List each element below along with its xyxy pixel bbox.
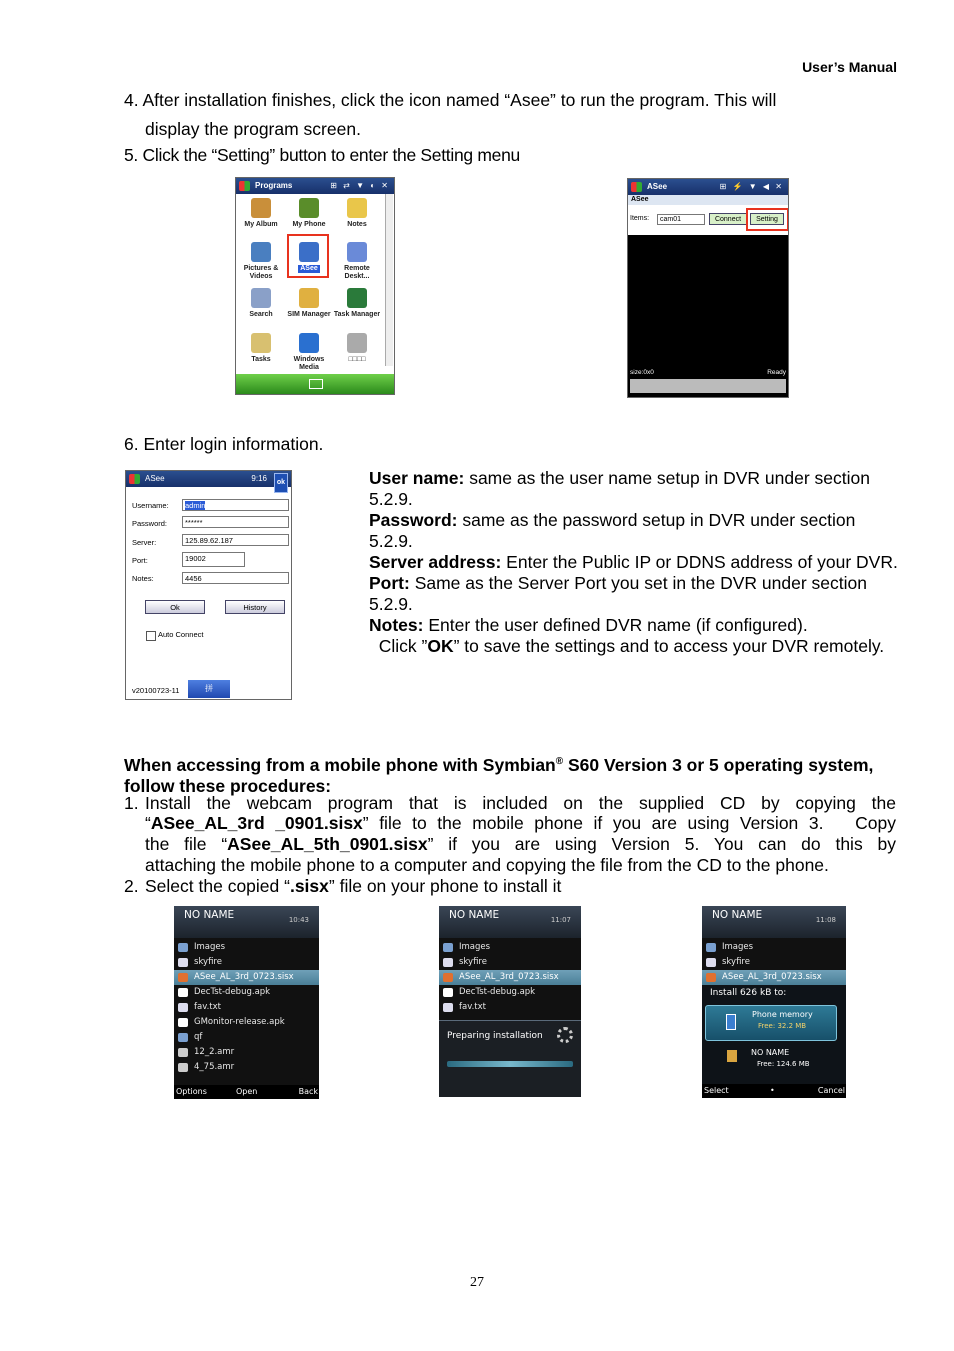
program-icon xyxy=(347,198,367,218)
version-text: v20100723-11 xyxy=(132,686,180,695)
phone2-clock: 11:07 xyxy=(550,916,571,924)
file-icon xyxy=(443,973,453,982)
program-icon xyxy=(251,333,271,353)
history-button[interactable]: History xyxy=(225,600,285,614)
file-list-item[interactable] xyxy=(174,1030,319,1045)
program-icon xyxy=(299,288,319,308)
program-item[interactable] xyxy=(237,242,285,281)
user-name-term: User name: xyxy=(369,468,465,488)
memory-card-icon xyxy=(727,1050,737,1062)
program-icon xyxy=(251,198,271,218)
program-item[interactable] xyxy=(285,288,333,319)
phone-screenshot-1 xyxy=(174,906,319,1099)
back-softkey[interactable]: Back xyxy=(298,1087,318,1096)
program-item[interactable] xyxy=(333,198,381,229)
phone-memory-free: Free: 32.2 MB xyxy=(758,1022,807,1030)
program-label: Remote Deskt... xyxy=(344,265,370,280)
s2-ext: .sisx xyxy=(289,876,329,896)
install-title: Install 626 kB to: xyxy=(710,988,787,998)
symbian-step-1-line-a: Install the webcam program that is included on the supplied CD by copying the xyxy=(145,793,896,813)
phone2-title: NO NAME xyxy=(449,909,500,921)
install-dialog xyxy=(702,982,846,1085)
file-list-item[interactable] xyxy=(174,1000,319,1015)
scrollbar[interactable] xyxy=(385,194,393,366)
program-icon xyxy=(251,242,271,262)
password-text: same as the password setup in DVR under section 5.2.9. xyxy=(369,510,856,551)
program-icon xyxy=(299,333,319,353)
server-field[interactable]: 125.89.62.187 xyxy=(182,534,289,546)
server-desc xyxy=(369,552,899,573)
file-icon xyxy=(706,973,716,982)
file-list-item[interactable] xyxy=(174,970,319,985)
items-select[interactable]: cam01 xyxy=(657,214,705,225)
step-6: 6. Enter login information. xyxy=(124,434,324,454)
symbian-step-1-line-d: attaching the mobile phone to a computer and copying the file from the CD to the phone. xyxy=(145,855,829,875)
port-field[interactable]: 19002 xyxy=(182,552,245,567)
notes-text: Enter the user defined DVR name (if configured). xyxy=(423,615,808,635)
size-text: size:0x0 xyxy=(630,369,654,376)
notes-label: Notes: xyxy=(132,574,154,583)
port-term: Port: xyxy=(369,573,410,593)
connect-button[interactable]: Connect xyxy=(709,213,747,225)
phone1-softkeys xyxy=(174,1085,319,1099)
file-name: fav.txt xyxy=(459,1002,486,1012)
phone3-top-bar xyxy=(702,906,846,938)
preparing-dialog xyxy=(439,1020,581,1097)
program-label: Task Manager xyxy=(333,311,381,318)
phone-memory-option[interactable] xyxy=(705,1005,837,1041)
file-name: ASee_AL_3rd_0723.sisx xyxy=(194,972,294,982)
program-item[interactable] xyxy=(237,333,285,364)
keyboard-icon[interactable] xyxy=(309,379,323,389)
windows-flag-icon xyxy=(631,182,642,192)
file-list-item[interactable] xyxy=(702,955,846,970)
login-screenshot xyxy=(125,470,292,700)
file-name: DecTst-debug.apk xyxy=(459,987,536,997)
phone-memory-name: Phone memory xyxy=(752,1010,813,1019)
ime-button[interactable]: 拼 xyxy=(188,680,230,698)
program-item[interactable] xyxy=(285,198,333,229)
program-label: ASee xyxy=(300,265,318,272)
asee-subtitle: ASee xyxy=(628,195,788,205)
programs-title: Programs xyxy=(255,181,293,190)
user-name-desc xyxy=(369,468,899,510)
click-ok-desc xyxy=(369,636,899,657)
options-softkey[interactable]: Options xyxy=(176,1087,207,1096)
program-item[interactable] xyxy=(333,288,381,319)
file-icon xyxy=(178,943,188,952)
file-icon xyxy=(178,973,188,982)
file-list-item[interactable] xyxy=(439,940,581,955)
file-name: skyfire xyxy=(194,957,222,967)
program-icon xyxy=(347,242,367,262)
symbian-heading xyxy=(124,751,899,797)
manual-title: User’s Manual xyxy=(802,59,897,75)
notes-term: Notes: xyxy=(369,615,424,635)
phone-screenshot-2 xyxy=(439,906,581,1097)
program-label: SIM Manager xyxy=(287,311,331,318)
program-label: Search xyxy=(249,311,273,318)
file-icon xyxy=(443,1003,453,1012)
windows-flag-icon xyxy=(129,474,140,484)
file-icon xyxy=(706,958,716,967)
phone1-top-bar xyxy=(174,906,319,938)
port-text: Same as the Server Port you set in the DVR under section 5.2.9. xyxy=(369,573,867,614)
phone1-title: NO NAME xyxy=(184,909,235,921)
file-name: fav.txt xyxy=(194,1002,221,1012)
phone2-top-bar xyxy=(439,906,581,938)
phone3-softkeys xyxy=(702,1084,846,1098)
password-term: Password: xyxy=(369,510,458,530)
file-list-item[interactable] xyxy=(174,955,319,970)
setting-highlight-box xyxy=(746,208,789,231)
s2-post: ” file on your phone to install it xyxy=(328,876,562,896)
file-icon xyxy=(178,958,188,967)
program-icon xyxy=(347,333,367,353)
open-softkey[interactable]: Open xyxy=(236,1087,258,1096)
program-label: Notes xyxy=(347,221,367,228)
symbian-heading-part1: When accessing from a mobile phone with Symbian xyxy=(124,754,556,775)
login-time: 9:16 xyxy=(251,474,267,483)
program-item[interactable] xyxy=(285,333,333,372)
password-desc xyxy=(369,510,899,552)
s1b-pre: “ xyxy=(145,813,151,833)
windows-flag-icon xyxy=(239,181,250,191)
user-name-text: same as the user name setup in DVR under section 5.2.9. xyxy=(369,468,870,509)
programs-title-bar xyxy=(236,178,394,194)
s1b-post: ” file to the mobile phone if you are using Version 3. Copy xyxy=(362,813,897,833)
program-item[interactable] xyxy=(333,333,381,364)
phone3-title: NO NAME xyxy=(712,909,763,921)
s1c-post: ” if you are using Version 5. You can do this by xyxy=(427,834,896,854)
file-list-item[interactable] xyxy=(174,1015,319,1030)
password-field[interactable]: ****** xyxy=(182,516,289,528)
file-list-item[interactable] xyxy=(702,970,846,985)
status-icons: ⊞ ⚡ ▼ ◀ ✕ xyxy=(719,182,784,191)
file-name: 12_2.amr xyxy=(194,1047,235,1057)
file-list-item[interactable] xyxy=(439,1000,581,1015)
symbian-step-1-line-c xyxy=(145,834,896,855)
asee-highlight-box xyxy=(287,234,329,278)
asee-title-bar xyxy=(628,179,788,195)
server-text: Enter the Public IP or DDNS address of your DVR. xyxy=(501,552,898,572)
file-name: ASee_AL_3rd_0723.sisx xyxy=(722,972,822,982)
file-name: DecTst-debug.apk xyxy=(194,987,271,997)
program-icon xyxy=(347,288,367,308)
file-icon xyxy=(178,1048,188,1057)
click-post: ” to save the settings and to access your DVR remotely. xyxy=(453,636,885,656)
s1c-pre: the file “ xyxy=(145,834,228,854)
file-name: skyfire xyxy=(459,957,487,967)
program-item[interactable] xyxy=(333,242,381,281)
ok-button[interactable]: Ok xyxy=(145,600,205,614)
file-list-item[interactable] xyxy=(439,970,581,985)
program-item[interactable] xyxy=(237,198,285,229)
symbian-step-2-number: 2. xyxy=(124,876,139,896)
file-icon xyxy=(178,1033,188,1042)
ptz-control-bar[interactable] xyxy=(630,379,786,393)
symbian-heading-part2: S60 Version 3 or 5 operating system, follow these procedures: xyxy=(124,754,874,796)
program-label: Tasks xyxy=(251,356,271,363)
symbian-step-2 xyxy=(145,876,561,897)
s2-pre: Select the copied “ xyxy=(145,876,290,896)
file-list-item[interactable] xyxy=(439,985,581,1000)
s1b-file: ASee_AL_3rd _0901.sisx xyxy=(150,813,363,833)
username-label: Username: xyxy=(132,501,169,510)
program-label: Pictures & Videos xyxy=(243,265,279,280)
program-icon xyxy=(251,288,271,308)
file-list-item[interactable] xyxy=(174,1045,319,1060)
file-icon xyxy=(178,988,188,997)
gear-icon xyxy=(557,1027,573,1043)
file-icon xyxy=(178,1018,188,1027)
select-softkey[interactable]: Select xyxy=(704,1086,729,1095)
port-desc xyxy=(369,573,899,615)
file-list-item[interactable] xyxy=(439,955,581,970)
ok-softkey[interactable]: ok xyxy=(274,473,288,493)
port-label: Port: xyxy=(132,556,148,565)
file-name: qf xyxy=(194,1032,203,1042)
symbian-step-1-line-b xyxy=(145,813,896,834)
phone-icon xyxy=(726,1014,736,1030)
file-name: ASee_AL_3rd_0723.sisx xyxy=(459,972,559,982)
file-list-item[interactable] xyxy=(174,1060,319,1075)
auto-connect-checkbox[interactable] xyxy=(146,631,156,641)
s1c-file: ASee_AL_5th_0901.sisx xyxy=(227,834,428,854)
memory-card-free: Free: 124.6 MB xyxy=(757,1060,810,1068)
items-label: Items: xyxy=(630,215,650,222)
login-title-bar xyxy=(126,471,291,487)
ready-text: Ready xyxy=(767,369,786,376)
phone1-clock: 10:43 xyxy=(288,916,309,924)
file-name: 4_75.amr xyxy=(194,1062,235,1072)
file-icon xyxy=(443,988,453,997)
file-name: skyfire xyxy=(722,957,750,967)
username-field[interactable] xyxy=(182,499,289,511)
login-description xyxy=(369,468,899,657)
memory-card-option[interactable] xyxy=(705,1043,835,1075)
file-name: Images xyxy=(722,942,754,952)
file-icon xyxy=(706,943,716,952)
step-5: 5. Click the “Setting” button to enter the Setting menu xyxy=(124,145,520,165)
programs-screenshot xyxy=(235,177,395,395)
phone3-clock: 11:08 xyxy=(815,916,836,924)
notes-field[interactable]: 4456 xyxy=(182,572,289,584)
cancel-softkey[interactable]: Cancel xyxy=(817,1086,845,1095)
step-4-line-2: display the program screen. xyxy=(145,119,361,139)
asee-title: ASee xyxy=(647,182,668,191)
file-icon xyxy=(443,958,453,967)
file-list-item[interactable] xyxy=(174,985,319,1000)
registered-mark: ® xyxy=(555,756,564,767)
login-title: ASee xyxy=(145,474,165,483)
program-label: Windows Media xyxy=(293,356,325,371)
auto-connect-label: Auto Connect xyxy=(158,630,204,639)
file-name: GMonitor-release.apk xyxy=(194,1017,285,1027)
program-label: My Album xyxy=(244,221,278,228)
username-value: admin xyxy=(185,501,206,510)
memory-card-name: NO NAME xyxy=(751,1048,790,1057)
symbian-step-1-number: 1. xyxy=(124,793,139,813)
step-4-line-1: 4. After installation finishes, click the icon named “Asee” to run the program. This will xyxy=(124,90,777,110)
page-number: 27 xyxy=(470,1275,484,1290)
click-ok-term: OK xyxy=(427,636,454,656)
file-list-item[interactable] xyxy=(174,940,319,955)
program-icon xyxy=(299,198,319,218)
program-item[interactable] xyxy=(237,288,285,319)
server-term: Server address: xyxy=(369,552,502,572)
file-icon xyxy=(178,1003,188,1012)
progress-bar xyxy=(447,1061,573,1067)
file-name: Images xyxy=(459,942,491,952)
status-icons: ⊞ ⇄ ▼ ◐ ✕ xyxy=(330,181,390,190)
file-name: Images xyxy=(194,942,226,952)
file-icon xyxy=(443,943,453,952)
setting-button[interactable]: Setting xyxy=(750,213,784,225)
server-label: Server: xyxy=(132,538,157,547)
file-icon xyxy=(178,1063,188,1072)
program-label: My Phone xyxy=(292,221,326,228)
notes-desc xyxy=(369,615,899,636)
program-label: □□□□ xyxy=(348,356,366,363)
center-softkey[interactable]: • xyxy=(770,1086,775,1095)
phone-screenshot-3 xyxy=(702,906,846,1098)
preparing-text: Preparing installation xyxy=(447,1031,543,1041)
asee-screenshot xyxy=(627,178,789,398)
click-pre: Click ” xyxy=(369,636,428,656)
password-label: Password: xyxy=(132,519,168,528)
file-list-item[interactable] xyxy=(702,940,846,955)
